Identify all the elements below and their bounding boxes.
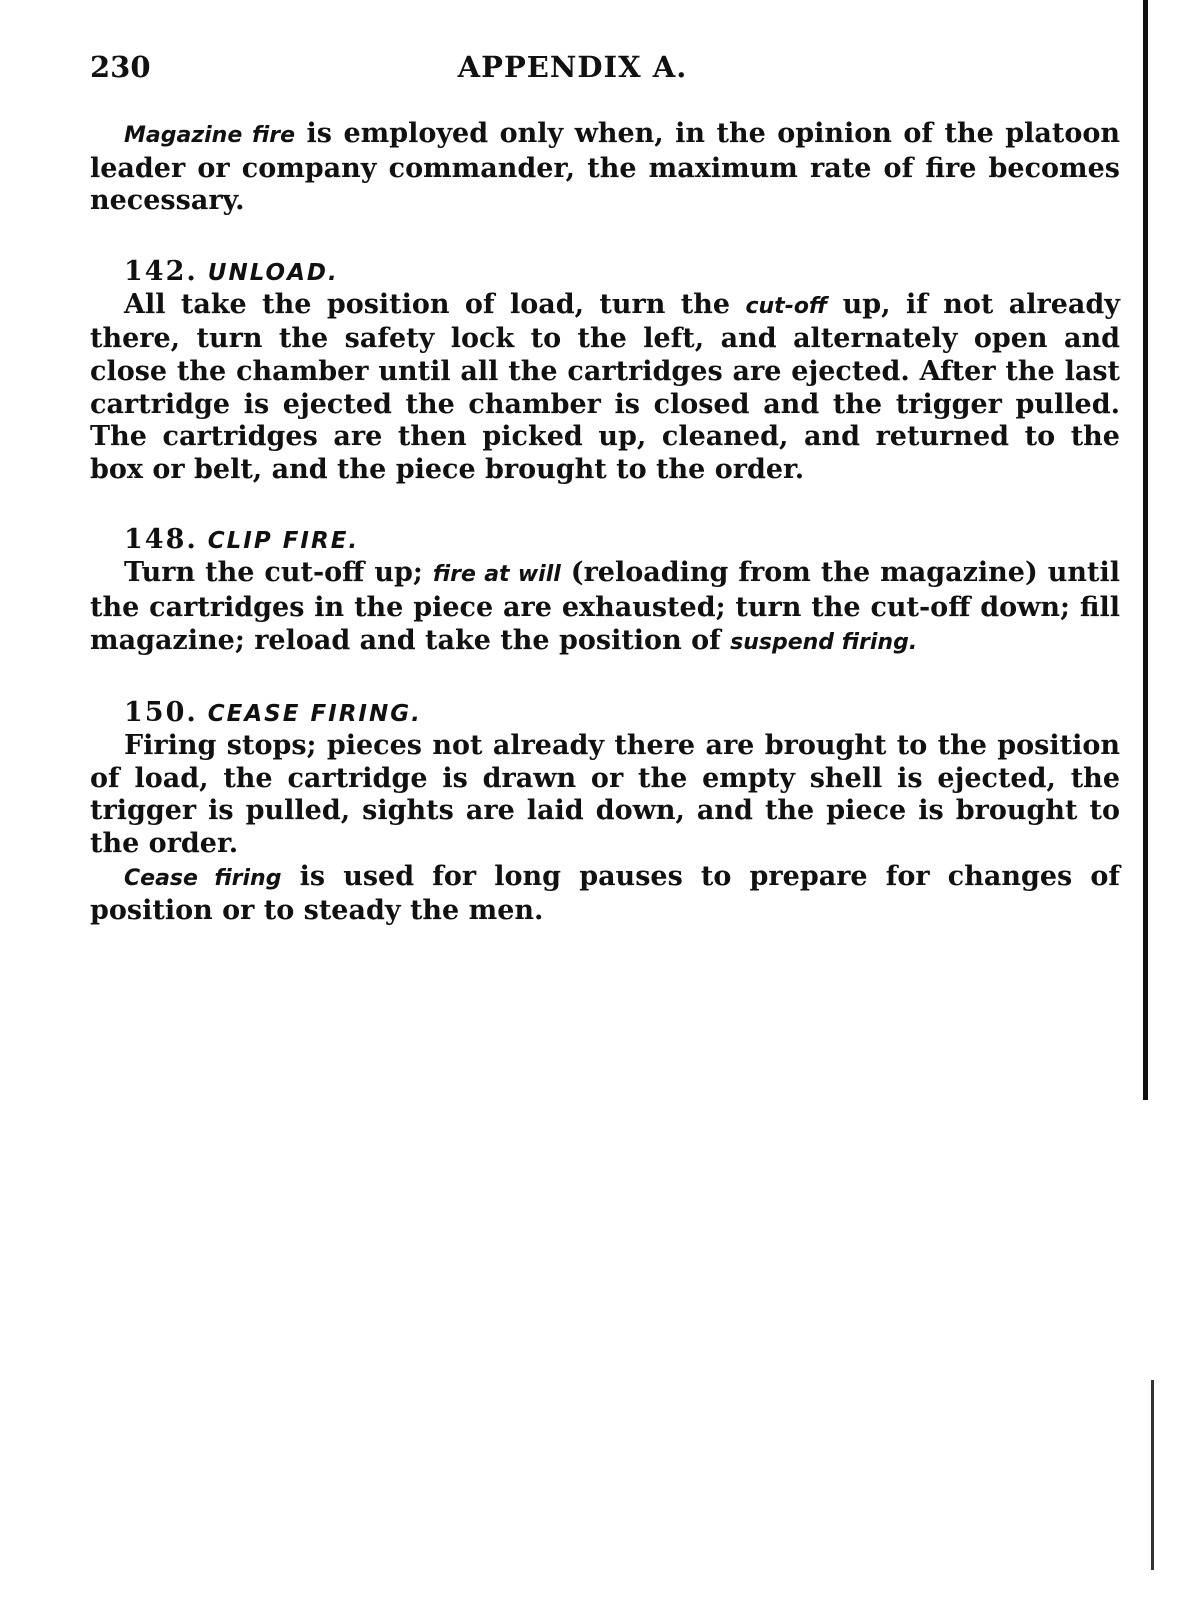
section-text: All take the position of load, turn the [124,288,746,320]
section-title-cease-firing [124,697,1120,730]
page-binding-edge-lower [1151,1380,1154,1570]
section-name: CLIP FIRE. [207,528,360,555]
section-body-cease-firing-note [90,861,1120,928]
section-text: (reloading from the magazine) until the cartridges in the piece are exhausted; turn the cut-off down; fill magazine; reload and take the position of [90,557,1121,656]
section-body-unload [90,289,1120,487]
section-title-clip-fire [124,524,1120,557]
page-content [90,50,1120,928]
intro-text: is employed only when, in the opinion of the platoon leader or company commander, the maximum rate of fire becomes necessary. [90,118,1120,217]
section-body-clip-fire [90,557,1120,659]
section-body-cease-firing [90,730,1120,860]
section-term: fire at will [432,562,561,588]
section-term: suspend firing. [730,629,918,655]
section-text: is used for long pauses to prepare for changes of position or to steady the men. [90,860,1120,927]
section-name: CEASE FIRING. [207,701,422,728]
section-number: 148. [124,524,198,556]
section-term: Cease firing [124,865,282,891]
running-head: APPENDIX A. [457,50,688,84]
page-header [90,50,1120,100]
intro-paragraph [90,118,1120,218]
section-text: Firing stops; pieces not already there are brought to the position of load, the cartridge is drawn or the empty shell is ejected, the trigger is pulled, sights are laid down, and the piece is brought to the order. [90,730,1120,859]
section-text: Turn the cut-off up; [124,557,433,589]
section-term: cut-off [745,293,828,319]
section-name: UNLOAD. [207,259,339,286]
section-title-unload [124,256,1120,289]
section-number: 142. [124,255,198,287]
page-binding-edge [1143,0,1148,1100]
section-text: up, if not already there, turn the safety lock to the left, and alternately open and close the chamber until all the cartridges are ejected. After the last cartridge is ejected the chamber is closed and the trigger pulled. The cartridges are then picked up, cleaned, and returned to the box or belt, and the piece brought to the order. [90,288,1120,485]
intro-term: Magazine fire [124,123,296,148]
page-number: 230 [90,50,151,84]
section-number: 150. [124,697,198,729]
